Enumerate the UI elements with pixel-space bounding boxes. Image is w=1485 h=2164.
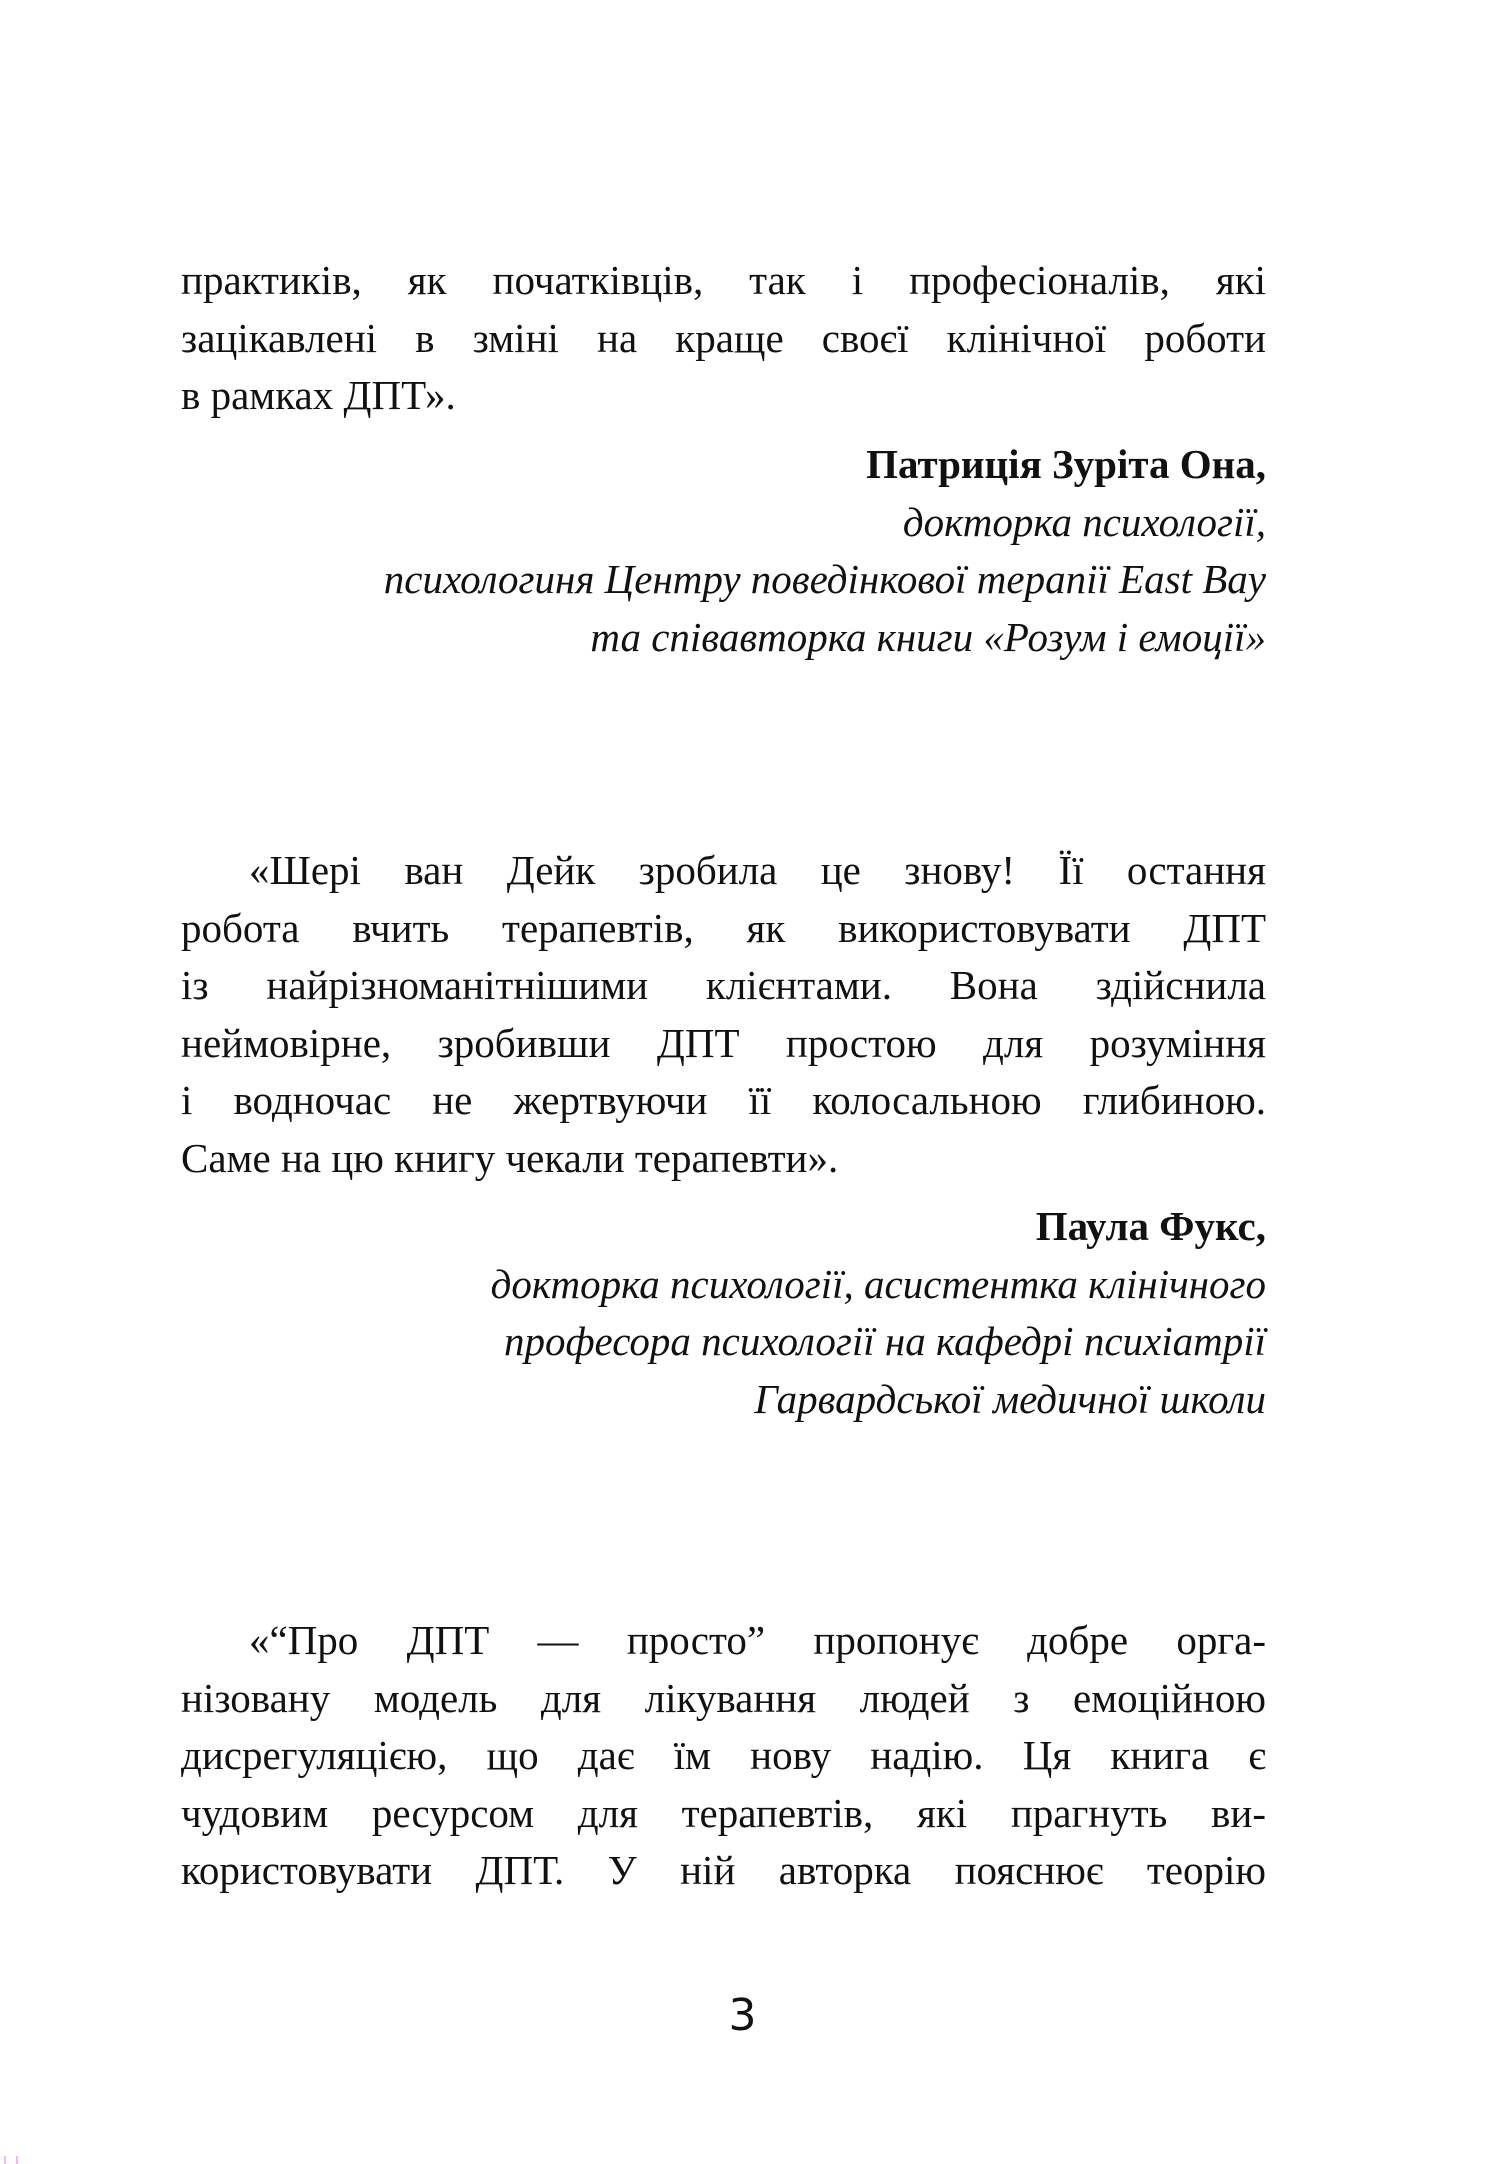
text-line: практиків, як початківців, так і професіоналів, які <box>181 257 1266 303</box>
author-credentials-line: докторка психології, <box>902 498 1266 545</box>
text-line: нізовану модель для лікування людей з емоційною <box>181 1674 1266 1721</box>
text-line: «Шері ван Дейк зробила це знову! Її остання <box>249 847 1266 893</box>
author-credentials-line: докторка психології, асистентка клінічного <box>490 1260 1266 1307</box>
text-line: користовувати ДПТ. У ній авторка пояснює теорію <box>181 1847 1266 1893</box>
testimonial-3-text <box>181 1612 1266 1900</box>
author-credentials-line: та співавторка книги «Розум і емоції» <box>590 613 1266 660</box>
text-line: неймовірне, зробивши ДПТ простою для розуміння <box>181 1019 1266 1066</box>
testimonial-1-attribution <box>181 436 1266 666</box>
text-line: Саме на цю книгу чекали терапевти». <box>181 1134 839 1181</box>
text-line: зацікавлені в зміні на краще своєї клінічної роботи <box>181 314 1266 361</box>
testimonial-2-attribution <box>181 1198 1266 1428</box>
text-line: із найрізноманітнішими клієнтами. Вона здійснила <box>181 962 1266 1008</box>
scan-edge-mark <box>4 2156 18 2164</box>
author-credentials-line: професора психології на кафедрі психіатрії <box>503 1318 1266 1364</box>
author-credentials-line: психологиня Центру поведінкової терапії East Bay <box>383 556 1266 602</box>
text-line: і водночас не жертвуючи її колосальною глибиною. <box>181 1077 1266 1123</box>
text-line: «“Про ДПТ — просто” пропонує добре орга- <box>249 1617 1266 1663</box>
page-number: 3 <box>728 1990 757 2041</box>
author-name: Патриція Зуріта Она, <box>866 441 1266 487</box>
text-line: робота вчить терапевтів, як використовувати ДПТ <box>181 904 1266 951</box>
text-line: чудовим ресурсом для терапевтів, які прагнуть ви- <box>181 1789 1266 1836</box>
text-line: дисрегуляцією, що дає їм нову надію. Ця книга є <box>181 1732 1266 1778</box>
author-name: Паула Фукс, <box>1035 1203 1266 1249</box>
testimonial-2-text <box>181 842 1266 1187</box>
text-line: в рамках ДПТ». <box>181 372 456 418</box>
author-credentials-line: Гарвардської медичної школи <box>754 1375 1266 1422</box>
testimonial-1-text <box>181 252 1266 425</box>
